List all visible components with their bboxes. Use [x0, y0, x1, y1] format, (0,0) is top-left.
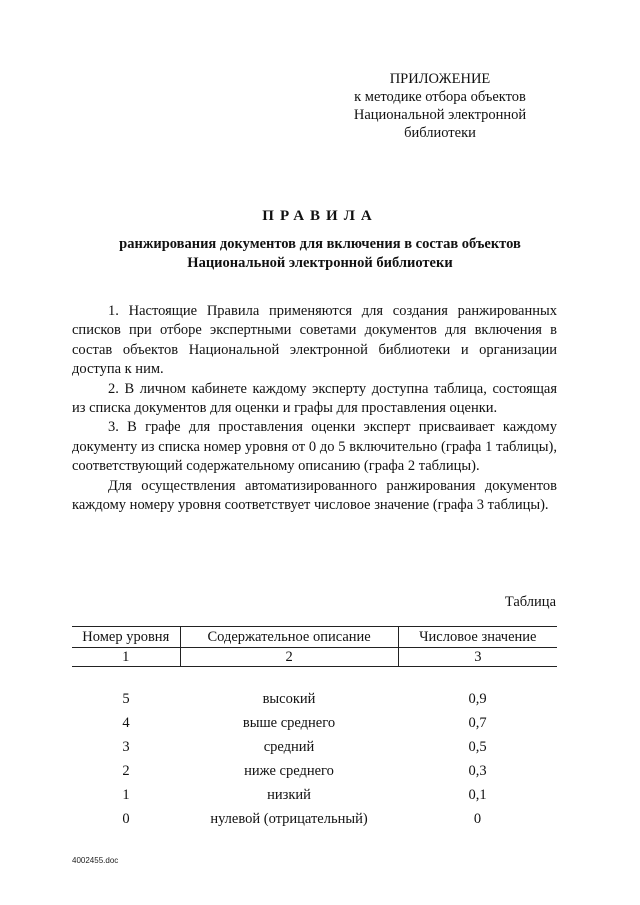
appendix-line: Национальной электронной — [353, 107, 527, 123]
description-cell: нулевой (отрицательный) — [210, 811, 368, 827]
subtitle-line: ранжирования документов для включения в состав объектов — [119, 236, 521, 252]
paragraph-3: 3. В графе для проставления оценки эксперт присваивает каждому документу из списка номер уровня от 0 до 5 включительно (графа 1 таблицы), соответствующий содержательному описанию (графа 2 таблицы). — [72, 419, 557, 475]
table-caption: Таблица — [504, 594, 556, 610]
paragraph-4: Для осуществления автоматизированного ранжирования документов каждому номеру уровня соответствует числовое значение (графа 3 таблицы). — [72, 477, 557, 514]
paragraph-1: 1. Настоящие Правила применяются для создания ранжированных списков при отборе экспертными советами документов для включения в состав объектов Национальной электронной библиотеки и организации доступа к ним. — [72, 303, 557, 378]
appendix-line: к методике отбора объектов — [354, 89, 526, 105]
description-cell: выше среднего — [242, 715, 336, 731]
file-name-footer: 4002455.doc — [72, 856, 119, 865]
paragraph-2: 2. В личном кабинете каждому эксперту доступна таблица, состоящая из списка документов для оценки и графы для проставления оценки. — [72, 380, 557, 417]
table-column-numbers-row — [72, 648, 557, 667]
level-number-cell: 2 — [122, 763, 130, 779]
level-number-cell: 1 — [122, 787, 130, 803]
level-number-cell: 4 — [122, 715, 130, 731]
numeric-value-cell: 0,7 — [468, 715, 487, 731]
table-header-row — [72, 626, 557, 648]
table-row — [72, 807, 557, 831]
description-cell: средний — [263, 739, 315, 755]
header-numeric-value: Числовое значение — [419, 629, 537, 645]
table-row — [72, 687, 557, 711]
document-title: ПРАВИЛА — [262, 208, 378, 224]
table-row — [72, 783, 557, 807]
table-row — [72, 735, 557, 759]
table-body — [72, 687, 557, 831]
subtitle-line: Национальной электронной библиотеки — [187, 255, 453, 271]
column-number: 2 — [181, 648, 399, 666]
level-number-cell: 3 — [122, 739, 130, 755]
numeric-value-cell: 0,3 — [468, 763, 487, 779]
numeric-value-cell: 0,9 — [468, 691, 487, 707]
description-cell: ниже среднего — [244, 763, 334, 779]
numeric-value-cell: 0 — [473, 811, 482, 827]
description-cell: высокий — [262, 691, 316, 707]
levels-table — [72, 626, 557, 831]
appendix-block — [330, 70, 550, 142]
numeric-value-cell: 0,1 — [468, 787, 487, 803]
numeric-value-cell: 0,5 — [468, 739, 487, 755]
description-cell: низкий — [267, 787, 311, 803]
appendix-line: библиотеки — [404, 125, 476, 141]
level-number-cell: 0 — [122, 811, 130, 827]
level-number-cell: 5 — [122, 691, 130, 707]
document-subtitle — [60, 235, 580, 273]
header-level-number: Номер уровня — [72, 627, 181, 647]
column-number: 3 — [474, 649, 482, 665]
header-description: Содержательное описание — [181, 627, 399, 647]
appendix-line: ПРИЛОЖЕНИЕ — [389, 71, 491, 87]
table-row — [72, 759, 557, 783]
table-row — [72, 711, 557, 735]
column-number: 1 — [72, 648, 181, 666]
document-body — [72, 302, 557, 515]
